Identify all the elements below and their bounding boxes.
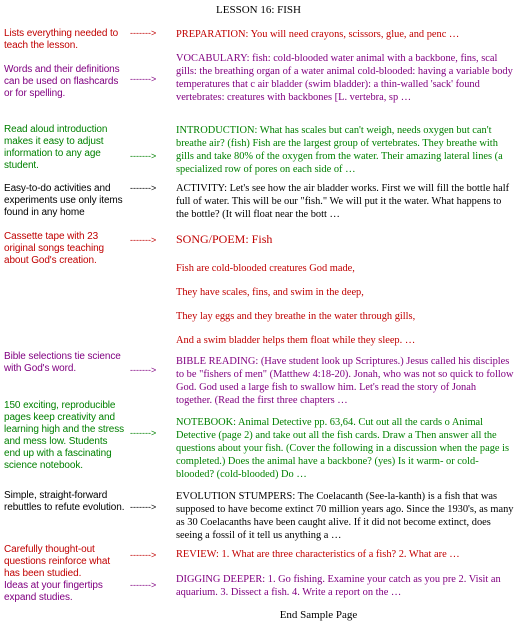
section-introduction: INTRODUCTION: What has scales but can't weigh, needs oxygen but can't breathe air? (fish) Fish are the largest group of vertebrates. They breathe with gills and take 80% of the oxygen from the water. Their amazing lateral lines (a specialized row of pores on each side of … <box>176 125 503 175</box>
page-title: LESSON 16: FISH <box>216 4 301 16</box>
arrow-review: -------> <box>130 550 157 560</box>
sidebar-note-introduction: Read aloud introduction makes it easy to adjust information to any age student. <box>4 124 108 171</box>
sidebar-note-preparation: Lists everything needed to teach the lesson. <box>4 28 119 51</box>
song-line-1: Fish are cold-blooded creatures God made, <box>176 263 355 274</box>
section-evolution-stumpers: EVOLUTION STUMPERS: The Coelacanth (See-la-kanth) is a fish that was supposed to have become extinct 70 million years ago. Since the 1930's, as many as 30 Coelacanths have been caught alive. If it did not become extinct, does seeing a fossil of it tell us anything a … <box>176 491 514 541</box>
arrow-bible: -------> <box>130 365 157 375</box>
section-bible-reading: BIBLE READING: (Have student look up Scriptures.) Jesus called his disciples to be "fishers of men" (Matthew 4:18-20). Jonah, who was not so quick to follow God. God used a large fish to swallow him. Let's read the story of Jonah together. (Read the first three chapters … <box>176 356 514 406</box>
section-digging-deeper: DIGGING DEEPER: 1. Go fishing. Examine your catch as you pre 2. Visit an aquarium. 3. Dissect a fish. 4. Write a report on the … <box>176 574 501 598</box>
arrow-vocabulary: -------> <box>130 74 157 84</box>
sidebar-note-evolution: Simple, straight-forward rebuttles to refute evolution. <box>4 490 125 513</box>
sidebar-note-song: Cassette tape with 23 original songs teaching about God's creation. <box>4 231 104 266</box>
song-line-4: And a swim bladder helps them float while they sleep. … <box>176 335 416 346</box>
arrow-evolution: -------> <box>130 502 157 512</box>
arrow-digging: -------> <box>130 580 157 590</box>
arrow-activity: -------> <box>130 183 157 193</box>
sidebar-note-notebook: 150 exciting, reproducible pages keep creativity and learning high and the stress and mess low. Students end up with a fascinating science notebook. <box>4 400 125 471</box>
sidebar-note-digging: Ideas at your fingertips expand studies. <box>4 580 103 603</box>
song-line-3: They lay eggs and they breathe in the water through gills, <box>176 311 416 322</box>
sidebar-note-activity: Easy-to-do activities and experiments use only items found in any home <box>4 183 123 218</box>
section-review: REVIEW: 1. What are three characteristics of a fish? 2. What are … <box>176 549 460 560</box>
arrow-notebook: -------> <box>130 428 157 438</box>
sidebar-note-review: Carefully thought-out questions reinforce what has been studied. <box>4 544 110 579</box>
section-song-title: SONG/POEM: Fish <box>176 232 273 246</box>
section-activity: ACTIVITY: Let's see how the air bladder works. First we will fill the bottle half full of water. This will be our "fish." We will put it the water. What happens to the bottle? (It will float near the bott … <box>176 183 510 220</box>
section-notebook: NOTEBOOK: Animal Detective pp. 63,64. Cut out all the cards o Animal Detective (page 2) and take out all the fish cards. Draw a Then answer all the questions about your fish. (Cover the following in a discussion when the page is completed.) Does the animal have a backbone? (yes) Is it warm- or cold- blooded? (cold-blooded) Do … <box>176 417 510 480</box>
song-line-2: They have scales, fins, and swim in the deep, <box>176 287 364 298</box>
sidebar-note-vocabulary: Words and their definitions can be used on flashcards or for spelling. <box>4 64 120 99</box>
footer-end-sample: End Sample Page <box>279 609 358 621</box>
arrow-preparation: -------> <box>130 28 157 38</box>
sidebar-note-bible: Bible selections tie science with God's word. <box>4 351 121 374</box>
arrow-song: -------> <box>130 235 157 245</box>
arrow-introduction: -------> <box>130 151 157 161</box>
section-preparation: PREPARATION: You will need crayons, scissors, glue, and penc … <box>176 29 460 40</box>
section-vocabulary: VOCABULARY: fish: cold-blooded water animal with a backbone, fins, scal gills: the breathing organ of a water animal cold-blooded: having a variable body temperatures that c air bladder (swim bladder): a thin-walled 'sack' found vertebrates: creatures with backbones [L. vertebra, sp … <box>176 53 513 103</box>
